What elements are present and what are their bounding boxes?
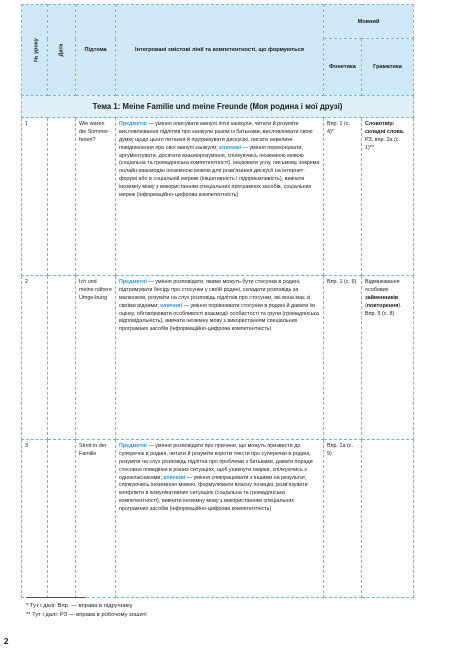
competence-text: — уміння співпрацювати з іншими на результат, спілкуючись іноземною мовою, формулювати власну позицію, розв'язувати конфлікти в комунікативних ситуаціях (соціальна та громадянська компетентності), вивчати іноземну мову з використанням спеціальних програмних засобів (інформаційно-цифрова компетентність): [119, 474, 308, 512]
footnotes: [26, 602, 147, 621]
table-row: [22, 276, 414, 440]
competence-text: — уміння розповідати, якими можуть бути стосунки в родині, підтримувати бесіду про стосунки у своїй родині, складати розповідь за малюнком, розуміти на слух розповідь підлітків про стосунки, які вона має зі своїми рідними;: [119, 279, 310, 309]
lesson-grammar: [362, 118, 414, 276]
lesson-competences: [116, 440, 324, 598]
lesson-subtopic: Wie waren die Sommer-ferien?: [76, 118, 116, 276]
lesson-competences: [116, 276, 324, 440]
lesson-number: 1: [22, 118, 48, 276]
lesson-phonetics: Впр. 1а (с. 9): [324, 440, 362, 598]
lesson-phonetics: Впр. 1 (с. 6): [324, 276, 362, 440]
keyword-subject: Предметні: [119, 121, 147, 128]
table-row: [22, 440, 414, 598]
footnote-divider: [26, 597, 86, 598]
grammar-topic: Словотвір: складні слова.: [365, 121, 405, 136]
lesson-competences: [116, 118, 324, 276]
grammar-exercise: Впр. 5 (с. 8): [365, 310, 395, 317]
competence-text: — уміння розповідати про причини, що можуть призвести до суперечок в родині, читати й розуміти короткі тексти про суперечки в родині, розуміти на слух розповідь підлітка про проблеми з батьками, давати поради стосовно поведінки в різних ситуаціях, щоб уникнути сварки, спілкуючись з однокласниками;: [119, 443, 313, 481]
lesson-grammar: [362, 440, 414, 598]
col-phonetics: Фонетика: [324, 39, 362, 96]
keyword-subject: Предметні: [119, 279, 147, 286]
competence-text: — уміння переконувати, аргументувати, досягати взаєморозуміння, спілкуючись іноземною мовою (соціальна та громадянська компетентності), ініціювати усну, письмову, зокрема онлайн-взаємодію іноземною мовою для розв'язання дискусії на інтернет-форумі або в соціальній мережі (ініціативність і підприємливість), вивчати іноземну мову з використанням спеціальних програмних засобів, соціальних мереж (інформаційно-цифрова компетентність): [119, 144, 320, 198]
lesson-date: [48, 276, 76, 440]
col-date: Дата: [48, 5, 76, 96]
lesson-subtopic: Ich und meine nähere Umge-bung: [76, 276, 116, 440]
header-row-1: [22, 5, 414, 39]
keyword-subject: Предметні: [119, 443, 147, 450]
grammar-exercise: РЗ, впр. 2а (с. 1)**: [365, 136, 400, 151]
lesson-number: 3: [22, 440, 48, 598]
col-language-group: Мовний: [324, 5, 414, 39]
col-subtopic: Підтема: [76, 5, 116, 96]
lesson-date: [48, 440, 76, 598]
competence-text: — уміння порівнювати стосунки в родині й давати їм оцінку, обговорювати особливості взаємодії особистості та групи (громадянська відповідальність), вивчати іноземну мову з використанням спеціальних програмних засобів (інформаційно-цифрова компетентність): [119, 302, 319, 333]
lesson-number: 2: [22, 276, 48, 440]
keyword-key: ключові: [219, 144, 241, 151]
grammar-topic: Відмінювання особових: [365, 279, 400, 294]
col-lesson-number: № уроку: [22, 5, 48, 96]
lesson-phonetics: Впр. 1 (с. 4)*: [324, 118, 362, 276]
topic-title: Тема 1: Meine Familie und meine Freunde (Моя родина і мої друзі): [22, 96, 414, 118]
lesson-subtopic: Streit in der Familie: [76, 440, 116, 598]
keyword-key: ключові: [160, 302, 183, 309]
grammar-topic-bold: повторення: [366, 302, 399, 309]
footnote-2: ** Тут і далі: РЗ — вправа в робочому зошиті: [26, 612, 147, 619]
competence-text: — уміння описувати минулі літні канікули, читати й розуміти висловлювання підлітків про канікули разом із батьками, висловлювати свою думку щодо цього питання й підтримувати дискусію, писати невелике повідомлення про свої минулі канікули;: [119, 121, 313, 151]
lesson-date: [48, 118, 76, 276]
table-row: [22, 118, 414, 276]
topic-row: [22, 96, 414, 118]
col-grammar: Граматика: [362, 39, 414, 96]
col-competences: Інтегровані змістові лінії та компетентності, що формуються: [116, 5, 324, 96]
grammar-topic-bold: займенників: [365, 294, 399, 301]
page-number: 2: [4, 637, 9, 646]
keyword-key: ключові: [163, 474, 186, 481]
plan-table: [21, 4, 414, 598]
lesson-grammar: Відмінювання особових займенників (повторення). Впр. 5 (с. 8): [362, 276, 414, 440]
footnote-1: * Тут і далі: Впр. — вправа в підручнику: [26, 603, 133, 609]
